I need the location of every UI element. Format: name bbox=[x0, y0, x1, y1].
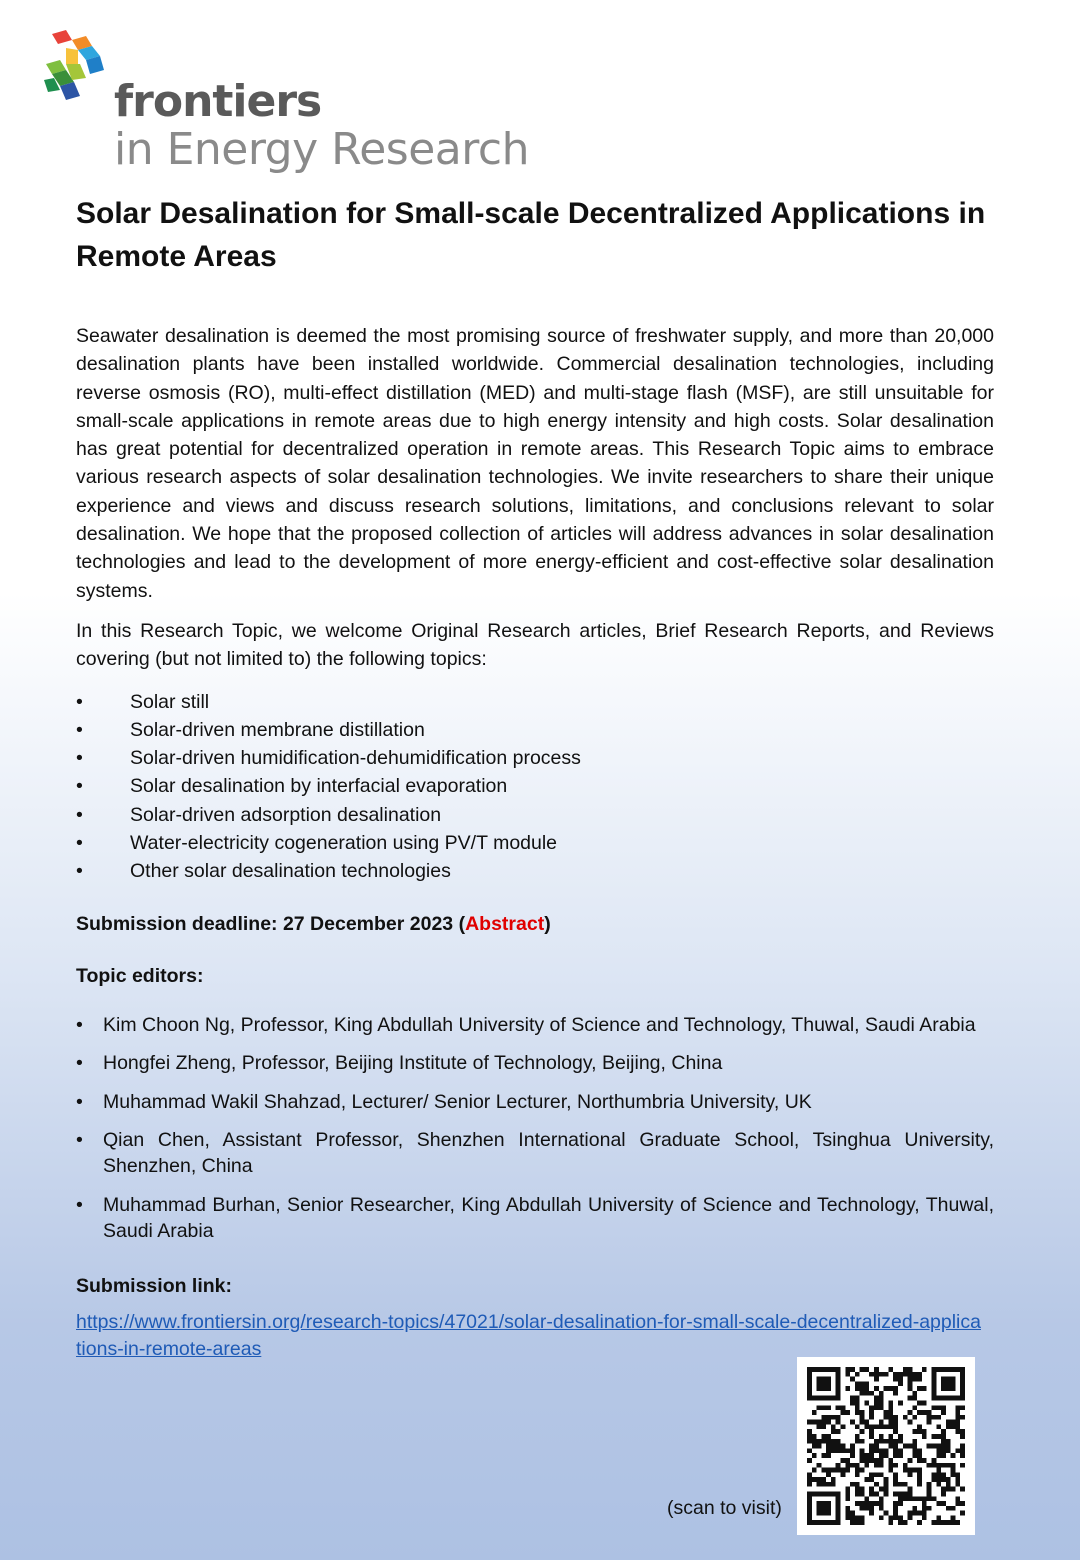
bullet-icon: • bbox=[76, 1193, 83, 1216]
list-item bbox=[76, 801, 994, 829]
bullet-icon: • bbox=[76, 718, 83, 741]
list-item bbox=[76, 857, 994, 885]
qr-code[interactable] bbox=[797, 1357, 975, 1535]
list-item bbox=[76, 772, 994, 800]
bullet-icon: • bbox=[76, 690, 83, 713]
journal-logo bbox=[42, 30, 542, 175]
list-item bbox=[76, 688, 994, 716]
bullet-icon: • bbox=[76, 775, 83, 798]
editors-heading: Topic editors: bbox=[76, 964, 204, 987]
submission-link[interactable]: https://www.frontiersin.org/research-topics/47021/solar-desalination-for-small-scale-decentralized-applications-in-remote-areas bbox=[76, 1310, 981, 1360]
topic-label: Solar-driven membrane distillation bbox=[130, 718, 425, 741]
scan-caption: (scan to visit) bbox=[667, 1497, 782, 1519]
bullet-icon: • bbox=[76, 1013, 83, 1036]
topic-label: Solar-driven adsorption desalination bbox=[130, 803, 442, 826]
qr-modules bbox=[807, 1367, 965, 1525]
bullet-icon: • bbox=[76, 803, 83, 826]
page-title: Solar Desalination for Small-scale Decentralized Applications in Remote Areas bbox=[76, 197, 986, 273]
editor-entry: Muhammad Burhan, Senior Researcher, King Abdullah University of Science and Technology, Thuwal, Saudi Arabia bbox=[103, 1193, 994, 1242]
deadline-text: Submission deadline: 27 December 2023 ( bbox=[76, 912, 466, 935]
editor-entry: Kim Choon Ng, Professor, King Abdullah University of Science and Technology, Thuwal, Saudi Arabia bbox=[103, 1013, 976, 1036]
deadline-suffix: ) bbox=[544, 912, 551, 935]
list-item bbox=[76, 1127, 994, 1179]
brand-name: frontiers bbox=[114, 76, 322, 127]
topic-label: Solar-driven humidification-dehumidification process bbox=[130, 747, 581, 770]
list-item bbox=[76, 744, 994, 772]
qr-code-icon bbox=[807, 1367, 965, 1525]
topic-label: Water-electricity cogeneration using PV/T module bbox=[130, 832, 558, 855]
submission-deadline bbox=[76, 910, 994, 938]
bullet-icon: • bbox=[76, 832, 83, 855]
editor-entry: Muhammad Wakil Shahzad, Lecturer/ Senior Lecturer, Northumbria University, UK bbox=[103, 1090, 812, 1113]
list-item bbox=[76, 716, 994, 744]
editors-list bbox=[76, 1012, 994, 1244]
submission-link-heading: Submission link: bbox=[76, 1274, 233, 1297]
list-item bbox=[76, 1050, 994, 1076]
topic-label: Solar still bbox=[130, 690, 210, 713]
topics-list bbox=[76, 688, 994, 886]
topic-label: Other solar desalination technologies bbox=[130, 860, 451, 883]
topics-intro: In this Research Topic, we welcome Original Research articles, Brief Research Reports, and Reviews covering (but not limited to) the following topics: bbox=[76, 619, 994, 671]
list-item bbox=[76, 1012, 994, 1038]
intro-paragraph: Seawater desalination is deemed the most promising source of freshwater supply, and more than 20,000 desalination plants have been installed worldwide. Commercial desalination technologies, including reverse osmosis (RO), multi-effect distillation (MED) and multi-stage flash (MSF), are still unsuitable for small-scale applications in remote areas due to high energy intensity and high costs. Solar desalination has great potential for decentralized operation in remote areas. This Research Topic aims to embrace various research aspects of solar desalination technologies. We invite researchers to share their unique experience and views and discuss research solutions, limitations, and conclusions relevant to solar desalination. We hope that the proposed collection of articles will address advances in solar desalination technologies and lead to the development of more energy-efficient and cost-effective solar desalination systems. bbox=[76, 325, 994, 602]
bullet-icon: • bbox=[76, 1129, 83, 1152]
list-item bbox=[76, 829, 994, 857]
editor-entry: Hongfei Zheng, Professor, Beijing Institute of Technology, Beijing, China bbox=[103, 1052, 723, 1075]
bullet-icon: • bbox=[76, 747, 83, 770]
list-item bbox=[76, 1089, 994, 1115]
list-item bbox=[76, 1192, 994, 1244]
frontiers-cubes-icon bbox=[42, 30, 108, 108]
topic-label: Solar desalination by interfacial evaporation bbox=[130, 775, 508, 798]
bullet-icon: • bbox=[76, 1090, 83, 1113]
journal-name: in Energy Research bbox=[114, 124, 529, 175]
bullet-icon: • bbox=[76, 1052, 83, 1075]
editor-entry: Qian Chen, Assistant Professor, Shenzhen International Graduate School, Tsinghua University, Shenzhen, China bbox=[103, 1129, 994, 1178]
document-body bbox=[76, 192, 994, 1363]
bullet-icon: • bbox=[76, 860, 83, 883]
deadline-type: Abstract bbox=[465, 912, 545, 935]
